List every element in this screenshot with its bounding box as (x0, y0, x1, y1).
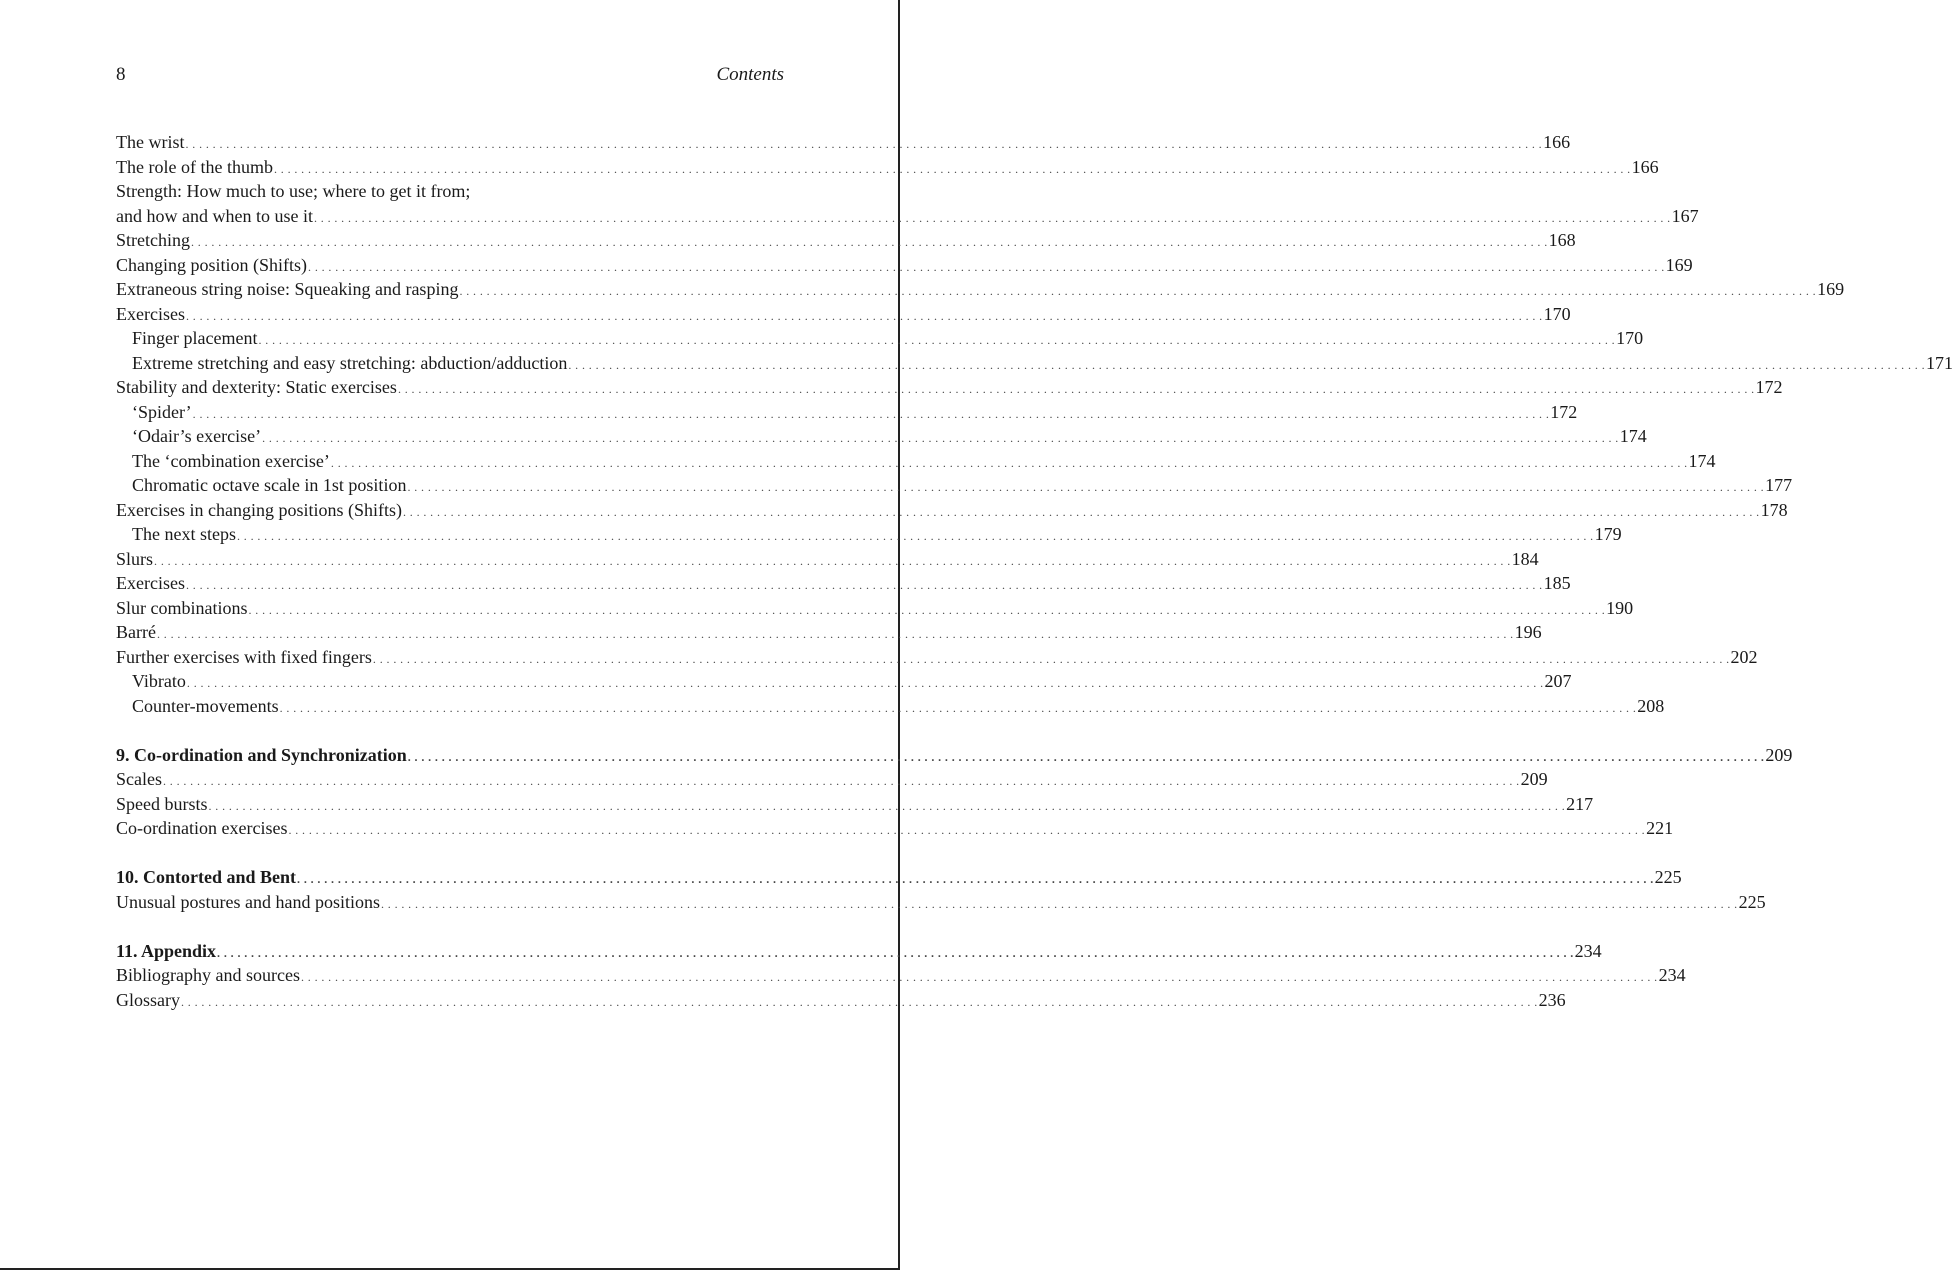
toc-entry-page: 171 (1925, 352, 1953, 373)
dot-leader: . . . . . . . . . . . . . . . . . . . . . . . . . . . . . . . . . . . . . . . . . . . . . . . . . . . . . . . . . . . . . . . . . . . . . . . . . . . . . . . . . . . . . . . . . . . . . . . . . . . . . . . . . . . . . . . . . . . . . . . . . . . . . . . . . . . . . . . . . . . . . . . . . . . . . . . . . . . . . . . . . . . . . . . . . . . . . . . . . . . . . . . . . . . . . . . . . . . . . . . . (407, 480, 1765, 494)
dot-leader: . . . . . . . . . . . . . . . . . . . . . . . . . . . . . . . . . . . . . . . . . . . . . . . . . . . . . . . . . . . . . . . . . . . . . . . . . . . . . . . . . . . . . . . . . . . . . . . . . . . . . . . . . . . . . . . . . . . . . . . . . . . . . . . . . . . . . . . . . . . . . . . . . . . . . . . . . . . . . . . . . . . . . . . . . . . . . . . . . . . . . . . . . . . . . . . . . . . . . . . . (402, 504, 1760, 519)
toc-entry-page: 225 (1738, 891, 1766, 912)
toc-entry[interactable] (116, 645, 1758, 670)
toc-entry[interactable] (116, 326, 1644, 351)
toc-entry-page: 179 (1594, 524, 1622, 544)
toc-entry[interactable] (116, 277, 1845, 302)
toc-entry-page: 190 (1606, 597, 1634, 618)
dot-leader: . . . . . . . . . . . . . . . . . . . . . . . . . . . . . . . . . . . . . . . . . . . . . . . . . . . . . . . . . . . . . . . . . . . . . . . . . . . . . . . . . . . . . . . . . . . . . . . . . . . . . . . . . . . . . . . . . . . . . . . . . . . . . . . . . . . . . . . . . . . . . . . . . . . . . . . . . . . . . . . . . . . . . . . . . . . . . . . . . . . . . . . . . . . . . . . . . . . . . . . . (459, 284, 1817, 298)
toc-entry-page: 184 (1511, 548, 1539, 569)
toc-entry[interactable] (116, 498, 1788, 523)
dot-leader: . . . . . . . . . . . . . . . . . . . . . . . . . . . . . . . . . . . . . . . . . . . . . . . . . . . . . . . . . . . . . . . . . . . . . . . . . . . . . . . . . . . . . . . . . . . . . . . . . . . . . . . . . . . . . . . . . . . . . . . . . . . . . . . . . . . . . . . . . . . . . . . . . . . . . . . . . . . . . . . . . . . . . . . . . . . . . . . . . . . . . . . . . . . . . . . . . . . . . . . . (279, 700, 1637, 715)
dot-leader: . . . . . . . . . . . . . . . . . . . . . . . . . . . . . . . . . . . . . . . . . . . . . . . . . . . . . . . . . . . . . . . . . . . . . . . . . . . . . . . . . . . . . . . . . . . . . . . . . . . . . . . . . . . . . . . . . . . . . . . . . . . . . . . . . . . . . . . . . . . . . . . . . . . . . . . . . . . . . . . . . . . . . . . . . . . . . . . . . . . . . . . . . . . . . . . . . . . . . . . . (258, 333, 1616, 347)
toc-chapter-entry[interactable] (116, 743, 1793, 768)
toc-entry[interactable] (116, 620, 1542, 645)
toc-entry-title: Unusual postures and hand positions (116, 891, 380, 912)
table-of-contents (116, 130, 1953, 1012)
dot-leader: . . . . . . . . . . . . . . . . . . . . . . . . . . . . . . . . . . . . . . . . . . . . . . . . . . . . . . . . . . . . . . . . . . . . . . . . . . . . . . . . . . . . . . . . . . . . . . . . . . . . . . . . . . . . . . . . . . . . . . . . . . . . . . . . . . . . . . . . . . . . . . . . . . . . . . . . . . . . . . . . . . . . . . . . . . . . . . . . . . . . . . . . . . . . . . . . . . . . . . . . (154, 553, 1511, 568)
toc-entry[interactable] (116, 204, 1699, 229)
dot-leader: . . . . . . . . . . . . . . . . . . . . . . . . . . . . . . . . . . . . . . . . . . . . . . . . . . . . . . . . . . . . . . . . . . . . . . . . . . . . . . . . . . . . . . . . . . . . . . . . . . . . . . . . . . . . . . . . . . . . . . . . . . . . . . . . . . . . . . . . . . . . . . . . . . . . . . . . . . . . . . . . . . . . . . . . . . . . . . . . . . . . . . . . . . . . . . . . . . . . . . . . (288, 823, 1646, 837)
toc-entry[interactable] (116, 963, 1686, 988)
toc-entry-page: 166 (1631, 156, 1659, 177)
toc-entry-title: 10. Contorted and Bent (116, 867, 297, 887)
dot-leader: . . . . . . . . . . . . . . . . . . . . . . . . . . . . . . . . . . . . . . . . . . . . . . . . . . . . . . . . . . . . . . . . . . . . . . . . . . . . . . . . . . . . . . . . . . . . . . . . . . . . . . . . . . . . . . . . . . . . . . . . . . . . . . . . . . . . . . . . . . . . . . . . . . . . . . . . . . . . . . . . . . . . . . . . . . . . . . . . . . . . . . . . . . . . . . . . . . . . . . . . (162, 774, 1520, 788)
toc-entry-title: Exercises (116, 573, 185, 593)
toc-entry-page: 196 (1514, 622, 1542, 642)
running-title: Contents (716, 64, 784, 85)
section-gap (116, 718, 781, 743)
toc-entry-title: The role of the thumb (116, 156, 273, 177)
dot-leader: . . . . . . . . . . . . . . . . . . . . . . . . . . . . . . . . . . . . . . . . . . . . . . . . . . . . . . . . . . . . . . . . . . . . . . . . . . . . . . . . . . . . . . . . . . . . . . . . . . . . . . . . . . . . . . . . . . . . . . . . . . . . . . . . . . . . . . . . . . . . . . . . . . . . . . . . . . . . . . . . . . . . . . . . . . . . . . . . . . . . . . . . . . . . . . . . . . . . . . . . (236, 529, 1594, 543)
toc-entry-title: Scales (116, 769, 162, 789)
toc-entry-page: 217 (1566, 793, 1594, 814)
toc-entry[interactable] (116, 400, 1578, 425)
toc-entry[interactable] (116, 669, 1572, 694)
toc-entry-page: 170 (1543, 303, 1571, 324)
toc-entry-title: The next steps (132, 524, 236, 544)
toc-entry-title: Vibrato (132, 671, 186, 691)
toc-entry-title: Slur combinations (116, 597, 248, 618)
toc-entry-title: Stretching (116, 230, 190, 250)
dot-leader: . . . . . . . . . . . . . . . . . . . . . . . . . . . . . . . . . . . . . . . . . . . . . . . . . . . . . . . . . . . . . . . . . . . . . . . . . . . . . . . . . . . . . . . . . . . . . . . . . . . . . . . . . . . . . . . . . . . . . . . . . . . . . . . . . . . . . . . . . . . . . . . . . . . . . . . . . . . . . . . . . . . . . . . . . . . . . . . . . . . . . . . . . . . . . . . . . . . . . . . . (380, 896, 1738, 911)
toc-entry-title: Extraneous string noise: Squeaking and rasping (116, 279, 459, 299)
toc-entry-title: The wrist (116, 132, 185, 152)
toc-entry-page: 177 (1765, 475, 1793, 495)
toc-entry-title: Finger placement (132, 328, 258, 348)
toc-entry-title: Exercises in changing positions (Shifts) (116, 499, 402, 520)
toc-entry-title: Speed bursts (116, 793, 208, 814)
toc-entry-title: and how and when to use it (116, 205, 313, 226)
toc-entry-page: 225 (1654, 867, 1682, 887)
toc-entry[interactable] (116, 988, 1566, 1013)
toc-entry-page: 166 (1543, 132, 1571, 152)
toc-entry[interactable] (116, 473, 1793, 498)
toc-entry[interactable] (116, 792, 1594, 817)
dot-leader: . . . . . . . . . . . . . . . . . . . . . . . . . . . . . . . . . . . . . . . . . . . . . . . . . . . . . . . . . . . . . . . . . . . . . . . . . . . . . . . . . . . . . . . . . . . . . . . . . . . . . . . . . . . . . . . . . . . . . . . . . . . . . . . . . . . . . . . . . . . . . . . . . . . . . . . . . . . . . . . . . . . . . . . . . . . . . . . . . . . . . . . . . . . . . . . . . . . . . . . . (208, 798, 1566, 813)
toc-entry-page: 170 (1616, 328, 1644, 348)
dot-leader: . . . . . . . . . . . . . . . . . . . . . . . . . . . . . . . . . . . . . . . . . . . . . . . . . . . . . . . . . . . . . . . . . . . . . . . . . . . . . . . . . . . . . . . . . . . . . . . . . . . . . . . . . . . . . . . . . . . . . . . . . . . . . . . . . . . . . . . . . . . . . . . . . . . . . . . . . . . . . . . . . . . . . . . . . . . . . . . . . . . . . . . . . . . . . . . . . . . . . . . . (248, 602, 1606, 617)
dot-leader: . . . . . . . . . . . . . . . . . . . . . . . . . . . . . . . . . . . . . . . . . . . . . . . . . . . . . . . . . . . . . . . . . . . . . . . . . . . . . . . . . . . . . . . . . . . . . . . . . . . . . . . . . . . . . . . . . . . . . . . . . . . . . . . . . . . . . . . . . . . . . . . . . . . . . . . . . . . . . . . . . . . . . . . . . . . . . . . . . . . . . . . . . . . . . . . . . . . . . . . . (308, 259, 1665, 274)
toc-entry-title: Barré (116, 622, 156, 642)
toc-entry-page: 221 (1646, 818, 1674, 838)
toc-entry-title: Glossary (116, 989, 180, 1010)
toc-entry[interactable] (116, 571, 1571, 596)
toc-chapter-entry[interactable] (116, 939, 1602, 964)
toc-entry-title: Strength: How much to use; where to get it from; (116, 181, 471, 201)
toc-entry[interactable] (116, 522, 1622, 547)
toc-entry-page: 207 (1544, 671, 1572, 691)
section-gap (116, 841, 781, 866)
toc-entry-page: 172 (1755, 377, 1783, 397)
toc-entry-page: 169 (1665, 254, 1693, 275)
toc-entry[interactable] (116, 351, 1953, 376)
toc-entry[interactable] (116, 449, 1716, 474)
toc-entry[interactable] (116, 890, 1766, 915)
dot-leader: . . . . . . . . . . . . . . . . . . . . . . . . . . . . . . . . . . . . . . . . . . . . . . . . . . . . . . . . . . . . . . . . . . . . . . . . . . . . . . . . . . . . . . . . . . . . . . . . . . . . . . . . . . . . . . . . . . . . . . . . . . . . . . . . . . . . . . . . . . . . . . . . . . . . . . . . . . . . . . . . . . . . . . . . . . . . . . . . . . . . . . . . . . . . . . . . . . . . . . . . (372, 651, 1730, 666)
toc-entry-title: Chromatic octave scale in 1st position (132, 475, 407, 495)
dot-leader: . . . . . . . . . . . . . . . . . . . . . . . . . . . . . . . . . . . . . . . . . . . . . . . . . . . . . . . . . . . . . . . . . . . . . . . . . . . . . . . . . . . . . . . . . . . . . . . . . . . . . . . . . . . . . . . . . . . . . . . . . . . . . . . . . . . . . . . . . . . . . . . . . . . . . . . . . . . . . . . . . . . . . . . . . . . . . . . . . . . . . . . . . . . . . . . . . . . . . . . . (217, 945, 1574, 960)
toc-entry[interactable] (116, 816, 1674, 841)
toc-entry[interactable] (116, 179, 781, 204)
toc-entry-page: 236 (1538, 989, 1566, 1010)
toc-entry-page: 234 (1574, 940, 1602, 961)
dot-leader: . . . . . . . . . . . . . . . . . . . . . . . . . . . . . . . . . . . . . . . . . . . . . . . . . . . . . . . . . . . . . . . . . . . . . . . . . . . . . . . . . . . . . . . . . . . . . . . . . . . . . . . . . . . . . . . . . . . . . . . . . . . . . . . . . . . . . . . . . . . . . . . . . . . . . . . . . . . . . . . . . . . . . . . . . . . . . . . . . . . . . . . . . . . . . . . . . . . . . . . . (185, 308, 1543, 323)
dot-leader: . . . . . . . . . . . . . . . . . . . . . . . . . . . . . . . . . . . . . . . . . . . . . . . . . . . . . . . . . . . . . . . . . . . . . . . . . . . . . . . . . . . . . . . . . . . . . . . . . . . . . . . . . . . . . . . . . . . . . . . . . . . . . . . . . . . . . . . . . . . . . . . . . . . . . . . . . . . . . . . . . . . . . . . . . . . . . . . . . . . . . . . . . . . . . . . . . . . . . . . . (273, 161, 1631, 176)
toc-entry[interactable] (116, 767, 1548, 792)
toc-entry-title: The ‘combination exercise’ (132, 450, 330, 471)
toc-entry-title: Stability and dexterity: Static exercises (116, 377, 397, 397)
toc-chapter-entry[interactable] (116, 865, 1682, 890)
toc-entry-title: ‘Odair’s exercise’ (132, 426, 262, 446)
toc-entry-title: 9. Co-ordination and Synchronization (116, 744, 407, 765)
toc-entry-title: Bibliography and sources (116, 965, 300, 985)
dot-leader: . . . . . . . . . . . . . . . . . . . . . . . . . . . . . . . . . . . . . . . . . . . . . . . . . . . . . . . . . . . . . . . . . . . . . . . . . . . . . . . . . . . . . . . . . . . . . . . . . . . . . . . . . . . . . . . . . . . . . . . . . . . . . . . . . . . . . . . . . . . . . . . . . . . . . . . . . . . . . . . . . . . . . . . . . . . . . . . . . . . . . . . . . . . . . . . . . . . . . . . . (330, 455, 1688, 470)
toc-entry-title: Exercises (116, 303, 185, 324)
dot-leader: . . . . . . . . . . . . . . . . . . . . . . . . . . . . . . . . . . . . . . . . . . . . . . . . . . . . . . . . . . . . . . . . . . . . . . . . . . . . . . . . . . . . . . . . . . . . . . . . . . . . . . . . . . . . . . . . . . . . . . . . . . . . . . . . . . . . . . . . . . . . . . . . . . . . . . . . . . . . . . . . . . . . . . . . . . . . . . . . . . . . . . . . . . . . . . . . . . . . . . . . (262, 431, 1619, 445)
toc-entry-page: 209 (1765, 744, 1793, 765)
dot-leader: . . . . . . . . . . . . . . . . . . . . . . . . . . . . . . . . . . . . . . . . . . . . . . . . . . . . . . . . . . . . . . . . . . . . . . . . . . . . . . . . . . . . . . . . . . . . . . . . . . . . . . . . . . . . . . . . . . . . . . . . . . . . . . . . . . . . . . . . . . . . . . . . . . . . . . . . . . . . . . . . . . . . . . . . . . . . . . . . . . . . . . . . . . . . . . . . . . . . . . . . (156, 627, 1514, 641)
toc-entry-page: 168 (1548, 230, 1576, 250)
dot-leader: . . . . . . . . . . . . . . . . . . . . . . . . . . . . . . . . . . . . . . . . . . . . . . . . . . . . . . . . . . . . . . . . . . . . . . . . . . . . . . . . . . . . . . . . . . . . . . . . . . . . . . . . . . . . . . . . . . . . . . . . . . . . . . . . . . . . . . . . . . . . . . . . . . . . . . . . . . . . . . . . . . . . . . . . . . . . . . . . . . . . . . . . . . . . . . . . . . . . . . . . (185, 137, 1543, 151)
toc-entry-title: Co-ordination exercises (116, 818, 288, 838)
dot-leader: . . . . . . . . . . . . . . . . . . . . . . . . . . . . . . . . . . . . . . . . . . . . . . . . . . . . . . . . . . . . . . . . . . . . . . . . . . . . . . . . . . . . . . . . . . . . . . . . . . . . . . . . . . . . . . . . . . . . . . . . . . . . . . . . . . . . . . . . . . . . . . . . . . . . . . . . . . . . . . . . . . . . . . . . . . . . . . . . . . . . . . . . . . . . . . . . . . . . . . . . (186, 676, 1544, 690)
toc-entry[interactable] (116, 694, 1665, 719)
toc-entry[interactable] (116, 547, 1539, 572)
toc-entry-page: 209 (1520, 769, 1548, 789)
toc-entry-page: 185 (1543, 573, 1571, 593)
dot-leader: . . . . . . . . . . . . . . . . . . . . . . . . . . . . . . . . . . . . . . . . . . . . . . . . . . . . . . . . . . . . . . . . . . . . . . . . . . . . . . . . . . . . . . . . . . . . . . . . . . . . . . . . . . . . . . . . . . . . . . . . . . . . . . . . . . . . . . . . . . . . . . . . . . . . . . . . . . . . . . . . . . . . . . . . . . . . . . . . . . . . . . . . . . . . . . . . . . . . . . . . (397, 382, 1755, 396)
dot-leader: . . . . . . . . . . . . . . . . . . . . . . . . . . . . . . . . . . . . . . . . . . . . . . . . . . . . . . . . . . . . . . . . . . . . . . . . . . . . . . . . . . . . . . . . . . . . . . . . . . . . . . . . . . . . . . . . . . . . . . . . . . . . . . . . . . . . . . . . . . . . . . . . . . . . . . . . . . . . . . . . . . . . . . . . . . . . . . . . . . . . . . . . . . . . . . . . . . . . . . . . (407, 749, 1765, 764)
toc-entry-title: Extreme stretching and easy stretching: abduction/adduction (132, 352, 568, 373)
toc-entry-title: Counter-movements (132, 695, 279, 716)
toc-entry-page: 169 (1817, 279, 1845, 299)
toc-entry-title: Changing position (Shifts) (116, 254, 308, 275)
page-header (116, 64, 784, 92)
dot-leader: . . . . . . . . . . . . . . . . . . . . . . . . . . . . . . . . . . . . . . . . . . . . . . . . . . . . . . . . . . . . . . . . . . . . . . . . . . . . . . . . . . . . . . . . . . . . . . . . . . . . . . . . . . . . . . . . . . . . . . . . . . . . . . . . . . . . . . . . . . . . . . . . . . . . . . . . . . . . . . . . . . . . . . . . . . . . . . . . . . . . . . . . . . . . . . . . . . . . . . . . (313, 210, 1671, 225)
toc-entry[interactable] (116, 424, 1647, 449)
toc-entry-page: 167 (1671, 205, 1699, 226)
toc-entry-page: 178 (1760, 499, 1788, 520)
dot-leader: . . . . . . . . . . . . . . . . . . . . . . . . . . . . . . . . . . . . . . . . . . . . . . . . . . . . . . . . . . . . . . . . . . . . . . . . . . . . . . . . . . . . . . . . . . . . . . . . . . . . . . . . . . . . . . . . . . . . . . . . . . . . . . . . . . . . . . . . . . . . . . . . . . . . . . . . . . . . . . . . . . . . . . . . . . . . . . . . . . . . . . . . . . . . . . . . . . . . . . . . (181, 994, 1538, 1009)
toc-entry[interactable] (116, 228, 1576, 253)
toc-entry-page: 174 (1688, 450, 1716, 471)
dot-leader: . . . . . . . . . . . . . . . . . . . . . . . . . . . . . . . . . . . . . . . . . . . . . . . . . . . . . . . . . . . . . . . . . . . . . . . . . . . . . . . . . . . . . . . . . . . . . . . . . . . . . . . . . . . . . . . . . . . . . . . . . . . . . . . . . . . . . . . . . . . . . . . . . . . . . . . . . . . . . . . . . . . . . . . . . . . . . . . . . . . . . . . . . . . . . . . . . . . . . . . . (300, 970, 1658, 984)
toc-entry[interactable] (116, 130, 1571, 155)
dot-leader: . . . . . . . . . . . . . . . . . . . . . . . . . . . . . . . . . . . . . . . . . . . . . . . . . . . . . . . . . . . . . . . . . . . . . . . . . . . . . . . . . . . . . . . . . . . . . . . . . . . . . . . . . . . . . . . . . . . . . . . . . . . . . . . . . . . . . . . . . . . . . . . . . . . . . . . . . . . . . . . . . . . . . . . . . . . . . . . . . . . . . . . . . . . . . . . . . . . . . . . . (297, 872, 1654, 886)
toc-entry[interactable] (116, 375, 1783, 400)
toc-entry[interactable] (116, 155, 1659, 180)
toc-entry-title: Slurs (116, 548, 154, 569)
dot-leader: . . . . . . . . . . . . . . . . . . . . . . . . . . . . . . . . . . . . . . . . . . . . . . . . . . . . . . . . . . . . . . . . . . . . . . . . . . . . . . . . . . . . . . . . . . . . . . . . . . . . . . . . . . . . . . . . . . . . . . . . . . . . . . . . . . . . . . . . . . . . . . . . . . . . . . . . . . . . . . . . . . . . . . . . . . . . . . . . . . . . . . . . . . . . . . . . . . . . . . . . (568, 357, 1925, 372)
toc-entry[interactable] (116, 253, 1693, 278)
toc-entry[interactable] (116, 596, 1634, 621)
toc-entry[interactable] (116, 302, 1571, 327)
toc-entry-page: 202 (1730, 646, 1758, 667)
toc-entry-page: 172 (1550, 401, 1578, 422)
toc-entry-page: 234 (1658, 965, 1686, 985)
section-gap (116, 914, 781, 939)
dot-leader: . . . . . . . . . . . . . . . . . . . . . . . . . . . . . . . . . . . . . . . . . . . . . . . . . . . . . . . . . . . . . . . . . . . . . . . . . . . . . . . . . . . . . . . . . . . . . . . . . . . . . . . . . . . . . . . . . . . . . . . . . . . . . . . . . . . . . . . . . . . . . . . . . . . . . . . . . . . . . . . . . . . . . . . . . . . . . . . . . . . . . . . . . . . . . . . . . . . . . . . . (191, 235, 1548, 249)
page-number: 8 (116, 64, 126, 85)
dot-leader: . . . . . . . . . . . . . . . . . . . . . . . . . . . . . . . . . . . . . . . . . . . . . . . . . . . . . . . . . . . . . . . . . . . . . . . . . . . . . . . . . . . . . . . . . . . . . . . . . . . . . . . . . . . . . . . . . . . . . . . . . . . . . . . . . . . . . . . . . . . . . . . . . . . . . . . . . . . . . . . . . . . . . . . . . . . . . . . . . . . . . . . . . . . . . . . . . . . . . . . . (185, 578, 1543, 592)
toc-entry-page: 208 (1637, 695, 1665, 716)
dot-leader: . . . . . . . . . . . . . . . . . . . . . . . . . . . . . . . . . . . . . . . . . . . . . . . . . . . . . . . . . . . . . . . . . . . . . . . . . . . . . . . . . . . . . . . . . . . . . . . . . . . . . . . . . . . . . . . . . . . . . . . . . . . . . . . . . . . . . . . . . . . . . . . . . . . . . . . . . . . . . . . . . . . . . . . . . . . . . . . . . . . . . . . . . . . . . . . . . . . . . . . . (192, 406, 1550, 421)
toc-entry-title: 11. Appendix (116, 940, 217, 961)
toc-entry-title: Further exercises with fixed fingers (116, 646, 372, 667)
toc-entry-title: ‘Spider’ (132, 401, 192, 422)
toc-entry-page: 174 (1619, 426, 1647, 446)
